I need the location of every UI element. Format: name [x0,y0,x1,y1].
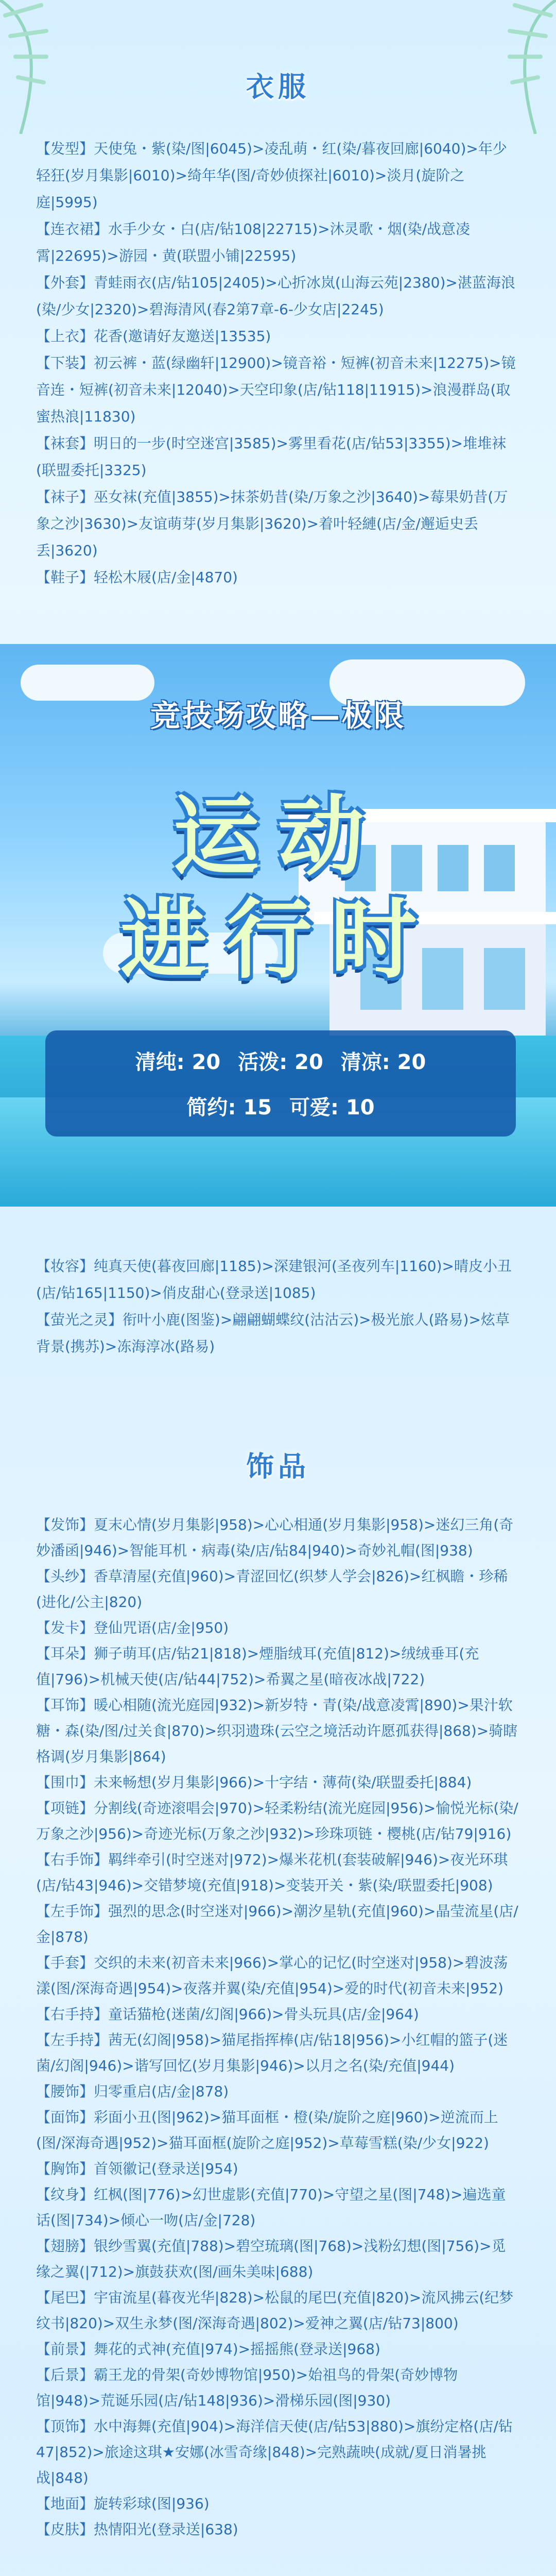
stat-pair: 清凉: 20 [340,1050,426,1074]
list-item: 【右手饰】羁绊牵引(时空迷对|972)>爆米花机(套装破解|946)>夜光环琪(店/钻43|946)>交错梦境(充值|918)>变装开关・紫(染/联盟委托|908) [36,1851,508,1894]
stat-label: 清凉 [340,1050,382,1074]
list-item: 【妆容】纯真天使(暮夜回廊|1185)>深建银河(圣夜列车|1160)>晴皮小丑(店/钻165|1150)>俏皮甜心(登录送|1085) [36,1258,512,1301]
list-item: 【下装】初云裤・蓝(绿幽轩|12900)>镜音裕・短裤(初音未来|12275)>镜音连・短裤(初音未来|12040)>天空印象(店/钻118|11915)>浪漫群岛(取蜜热浪|11830) [36,354,516,425]
list-item: 【连衣裙】水手少女・白(店/钻108|22715)>沐灵歌・烟(染/战意凌霄|22695)>游园・黄(联盟小铺|22595) [36,221,471,264]
list-item: 【面饰】彩面小丑(图|962)>猫耳面框・橙(染/旋阶之庭|960)>逆流而上(图/深海奇遇|952)>猫耳面框(旋阶之庭|952)>草莓雪糕(染/少女|922) [36,2109,498,2151]
accessories-list [36,1512,520,2543]
stat-label: 清纯 [135,1050,177,1074]
banner-title-line2: 进行时 [120,889,436,990]
list-item: 【袜子】巫女袜(充值|3855)>抹茶奶昔(染/万象之沙|3640)>莓果奶昔(万象之沙|3630)>友谊萌芽(岁月集影|3620)>着叶轻縺(店/金/邂逅史丢丢|3620) [36,488,508,559]
clothes-heading: 衣服 [246,71,310,103]
banner [0,644,556,1207]
stat-line [45,1085,516,1130]
accessories-section [0,1405,556,2576]
list-item: 【耳饰】暖心相随(流光庭园|932)>新岁特・青(染/战意凌霄|890)>果汁软糖・森(染/图/过关食|870)>织羽遗珠(云空之境活动许愿孤获得|868)>骑瞎格调(岁月集影|864) [36,1697,518,1765]
banner-title-line1: 运动 [173,786,383,887]
list-item: 【顶饰】水中海舞(充值|904)>海洋信天使(店/钻53|880)>旗纷定格(店/钻47|852)>旅途这琪★安娜(冰雪奇缘|848)>完熟蔬映(成就/夏日消暑挑战|848) [36,2418,513,2486]
list-item: 【围巾】未来畅想(岁月集影|966)>十字结・薄荷(染/联盟委托|884) [36,1774,472,1791]
stat-value: 20 [294,1050,323,1074]
makeup-list [36,1253,520,1360]
stat-value: 20 [192,1050,221,1074]
list-item: 【外套】青蛙雨衣(店/钻105|2405)>心折冰岚(山海云苑|2380)>湛蓝海浪(染/少女|2320)>碧海清风(春2第7章-6-少女店|2245) [36,274,515,318]
accessories-heading: 饰品 [246,1450,310,1483]
list-item: 【后景】霸王龙的骨架(奇妙博物馆|950)>始祖鸟的骨架(奇妙博物馆|948)>荒诞乐园(店/钻148|936)>滑梯乐园(图|930) [36,2366,458,2409]
list-item: 【胸饰】首领徽记(登录送|954) [36,2160,238,2177]
makeup-section [0,1207,556,1405]
stat-label: 活泼 [238,1050,280,1074]
stat-pair: 活泼: 20 [238,1050,323,1074]
list-item: 【前景】舞花的式神(充值|974)>摇摇熊(登录送|968) [36,2341,380,2358]
stat-value: 15 [243,1096,272,1120]
list-item: 【尾巴】宇宙流星(暮夜光华|828)>松鼠的尾巴(充值|820)>流风拂云(纪梦纹书|820)>双生永梦(图/深海奇遇|802)>爱神之翼(店/钻73|800) [36,2289,514,2332]
list-item: 【腰饰】归零重启(店/金|878) [36,2083,229,2100]
stat-pair: 清纯: 20 [135,1050,221,1074]
stat-pair: 可爱: 10 [289,1096,375,1120]
list-item: 【上衣】花香(邀请好友邀送|13535) [36,328,271,345]
clothes-list [36,135,520,591]
list-item: 【地面】旋转彩球(图|936) [36,2495,210,2512]
list-item: 【纹身】红枫(图|776)>幻世虚影(充值|770)>守望之星(图|748)>遍选童话(图|734)>倾心一吻(店/金|728) [36,2186,506,2229]
banner-subtitle: 竞技场攻略—极限 [150,698,406,733]
list-item: 【项链】分割线(奇迹滚唱会|970)>轻柔粉结(流光庭园|956)>愉悦光标(染/万象之沙|956)>奇迹光标(万象之沙|932)>珍珠项链・樱桃(店/钻79|916) [36,1800,518,1842]
list-item: 【左手持】茜无(幻阁|958)>猫尾指挥棒(店/钻18|956)>小红帽的篮子(迷菌/幻阁|946)>谐写回忆(岁月集影|946)>以月之名(染/充值|944) [36,2031,508,2074]
list-item: 【耳朵】狮子萌耳(店/钻21|818)>煙脂绒耳(充值|812)>绒绒垂耳(充值|796)>机械天使(店/钻44|752)>希翼之星(暗夜冰战|722) [36,1645,479,1688]
palm-leaf-icon [505,0,556,134]
banner-subtitle-wrap [0,691,556,735]
list-item: 【发卡】登仙咒语(店/金|950) [36,1619,229,1636]
score-weights-box [45,1030,516,1137]
list-item: 【萤光之灵】衔叶小鹿(图鉴)>翩翩蝴蝶纹(沽沽云)>极光旅人(路易)>炫草背景(携苏)>冻海淳冰(路易) [36,1311,510,1355]
list-item: 【头纱】香草清屋(充值|960)>青涩回忆(织梦人学会|826)>红枫瞻・珍稀(进化/公主|820) [36,1568,508,1611]
stat-value: 20 [397,1050,426,1074]
list-item: 【皮肤】热情阳光(登录送|638) [36,2521,238,2538]
list-item: 【发型】天使兔・紫(染/图|6045)>凌乱萌・红(染/暮夜回廊|6040)>年少轻狂(岁月集影|6010)>绮年华(图/奇妙侦探社|6010)>淡月(旋阶之庭|5995) [36,140,507,211]
palm-leaf-icon [0,0,51,134]
list-item: 【右手持】童话猫枪(迷菌/幻阁|966)>骨头玩具(店/金|964) [36,2006,419,2023]
stat-label: 可爱 [289,1096,331,1120]
list-item: 【发饰】夏末心情(岁月集影|958)>心心相通(岁月集影|958)>迷幻三角(奇妙潘函|946)>智能耳机・病毒(染/店/钻84|940)>奇妙礼帽(图|938) [36,1516,514,1559]
list-item: 【袜套】明日的一步(时空迷宫|3585)>雾里看花(店/钻53|3355)>堆堆袜(联盟委托|3325) [36,435,507,479]
stat-line [45,1040,516,1085]
list-item: 【左手饰】强烈的思念(时空迷对|966)>潮汐星轨(充值|960)>晶莹流星(店/金|878) [36,1903,518,1945]
list-item: 【手套】交织的未来(初音未来|966)>掌心的记忆(时空迷对|958)>碧波荡漾(图/深海奇遇|954)>夜落并翼(染/充值|954)>爱的时代(初音未来|952) [36,1954,508,1997]
clothes-section [0,0,556,644]
stat-pair: 简约: 15 [186,1096,272,1120]
stat-value: 10 [345,1096,375,1120]
list-item: 【鞋子】轻松木屐(店/金|4870) [36,569,238,586]
stat-label: 简约 [186,1096,228,1120]
list-item: 【翅膀】银纱雪翼(充值|788)>碧空琉璃(图|768)>浅粉幻想(图|756)>觅缘之翼(|712)>旗鼓获欢(图/画朱美味|688) [36,2238,506,2280]
